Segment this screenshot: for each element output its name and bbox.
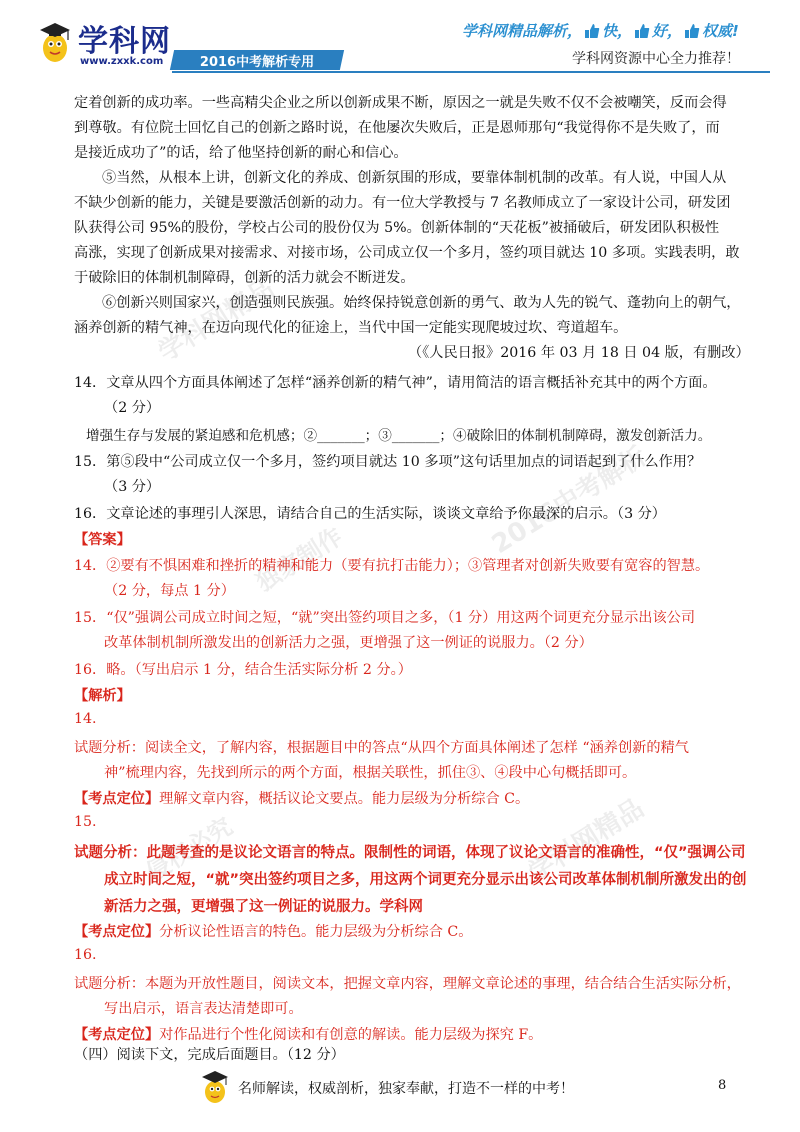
- thumbs-up-icon: [584, 23, 600, 39]
- analysis-15-cont: 成立时间之短，“就”突出签约项目之多，用这两个词更充分显示出该公司改革体制机制所激发出的创: [104, 872, 747, 888]
- question-16: 16．文章论述的事理引人深思，请结合自己的生活实际，谈谈文章给予你最深的启示。（3 分）: [74, 506, 666, 522]
- watermark: 学科网精品: [153, 273, 280, 368]
- question-15: 15．第⑤段中“公司成立仅一个多月，签约项目就达 10 多项”这句话里加点的词语起到了什么作用？: [74, 454, 702, 470]
- analysis-16-cont: 写出启示，语言表达清楚即可。: [104, 1001, 303, 1017]
- passage-line: 定着创新的成功率。一些高精尖企业之所以创新成果不断，原因之一就是失败不仅不会被嘲笑，反而会得: [74, 95, 727, 111]
- watermark: 侵权必究: [141, 812, 238, 887]
- analysis-16: 试题分析：本题为开放性题目，阅读文本，把握文章内容，理解文章论述的事理，结合结合生活实际分析，: [74, 976, 741, 992]
- analysis-label: 【解析】: [74, 688, 131, 704]
- watermark: 2016中考解析: [486, 441, 653, 561]
- answer-15: 15．“仅”强调公司成立时间之短，“就”突出签约项目之多，（1 分）用这两个词更充分显示出该公司: [74, 610, 696, 626]
- next-section: （四）阅读下文，完成后面题目。（12 分）: [74, 1047, 345, 1063]
- passage-line: 不缺少创新的能力，关键是要激活创新的动力。有一位大学教授与 7 名教师成立了一家设计公司，研发团: [74, 195, 731, 211]
- slogan-authority: 权威!: [702, 22, 739, 40]
- edition-label: 2016中考解析专用: [199, 54, 315, 70]
- page-header: [0, 0, 800, 80]
- source-citation: （《人民日报》2016 年 03 月 18 日 04 版，有删改）: [408, 345, 750, 361]
- analysis-15: 试题分析：此题考查的是议论文语言的特点。限制性的词语，体现了议论文语言的准确性，“仅”强调公司: [74, 845, 746, 861]
- slogan: [462, 20, 739, 41]
- analysis-14-cont: 神”梳理内容，先找到所示的两个方面，根据关联性，抓住③、④段中心句概括即可。: [104, 765, 637, 781]
- key-point-14: [74, 788, 529, 808]
- watermark: 独家制作: [251, 522, 348, 597]
- passage-line: 于破除旧的体制机制障碍，创新的活力就会不断迸发。: [74, 270, 415, 286]
- passage-line: 高涨，实现了创新成果对接需求、对接市场，公司成立仅一个多月，签约项目就达 10 多项。实践表明，敢: [74, 245, 740, 261]
- brand-url: www.zxxk.com: [80, 56, 164, 67]
- key-point-text: 分析议论性语言的特色。能力层级为分析综合 C。: [159, 924, 473, 940]
- passage-line: 涵养创新的精气神，在迈向现代化的征途上，当代中国一定能实现爬坡过坎、弯道超车。: [74, 320, 628, 336]
- answer-label: 【答案】: [74, 532, 131, 548]
- mascot-logo-icon: [38, 18, 72, 64]
- page-footer: [200, 1068, 760, 1108]
- key-point-text: 对作品进行个性化阅读和有创意的解读。能力层级为探究 F。: [159, 1027, 543, 1043]
- analysis-14: 试题分析：阅读全文，了解内容，根据题目中的答点“从四个方面具体阐述了怎样 “涵养创新的精气: [74, 740, 689, 756]
- watermark: 学科网精品: [523, 793, 650, 888]
- footer-slogan: 名师解读，权威剖析，独家奉献，打造不一样的中考！: [238, 1081, 574, 1097]
- question-15-score: （3 分）: [104, 479, 161, 495]
- key-point-text: 理解文章内容，概括议论文要点。能力层级为分析综合 C。: [159, 791, 530, 807]
- analysis-number-15: 15.: [74, 814, 97, 830]
- key-point-label: 【考点定位】: [74, 924, 160, 940]
- slogan-good: 好，: [652, 22, 683, 40]
- passage-line: 到尊敬。有位院士回忆自己的创新之路时说，在他屡次失败后，正是恩师那句“我觉得你不是失败了，而: [74, 120, 720, 136]
- thumbs-up-icon: [634, 23, 650, 39]
- key-point-16: [74, 1024, 542, 1044]
- header-divider: [172, 71, 770, 73]
- answer-15-cont: 改革体制机制所激发出的创新活力之强，更增强了这一例证的说服力。（2 分）: [104, 635, 593, 651]
- answer-14: 14．②要有不惧困难和挫折的精神和能力（要有抗打击能力）；③管理者对创新失败要有宽容的智慧。: [74, 558, 710, 574]
- mascot-footer-icon: [200, 1068, 230, 1104]
- question-14-score: （2 分）: [104, 400, 161, 416]
- passage-line: ⑥创新兴则国家兴，创造强则民族强。始终保持锐意创新的勇气、敢为人先的锐气、蓬勃向上的朝气，: [102, 295, 741, 311]
- recommend-text: 学科网资源中心全力推荐！: [572, 51, 740, 67]
- analysis-15-cont: 新活力之强，更增强了这一例证的说服力。学科网: [104, 899, 423, 915]
- key-point-label: 【考点定位】: [74, 791, 160, 807]
- key-point-label: 【考点定位】: [74, 1027, 160, 1043]
- edition-banner: [170, 50, 344, 70]
- answer-14-score: （2 分，每点 1 分）: [104, 583, 235, 599]
- question-14: 14．文章从四个方面具体阐述了怎样“涵养创新的精气神”，请用简洁的语言概括补充其中的两个方面。: [74, 375, 717, 391]
- answer-16: 16．略。（写出启示 1 分，结合生活实际分析 2 分。）: [74, 662, 412, 678]
- page-number: 8: [718, 1078, 727, 1093]
- passage-line: 是接近成功了”的话，给了他坚持创新的耐心和信心。: [74, 145, 408, 161]
- key-point-15: [74, 921, 472, 941]
- passage-line: ⑤当然，从根本上讲，创新文化的养成、创新氛围的形成，要靠体制机制的改革。有人说，中国人从: [102, 170, 727, 186]
- analysis-number-16: 16.: [74, 947, 97, 963]
- thumbs-up-icon: [684, 23, 700, 39]
- passage-line: 队获得公司 95%的股份，学校占公司的股份仅为 5%。创新体制的“天花板”被捅破后，研发团队积极性: [74, 220, 720, 236]
- slogan-prefix: 学科网精品解析，: [462, 22, 583, 40]
- analysis-number-14: 14.: [74, 711, 97, 727]
- question-14-fill: 增强生存与发展的紧迫感和危机感；②_______；③_______；④破除旧的体制机制障碍，激发创新活力。: [86, 428, 712, 444]
- slogan-fast: 快，: [602, 22, 633, 40]
- brand-name: 学科网: [78, 24, 171, 59]
